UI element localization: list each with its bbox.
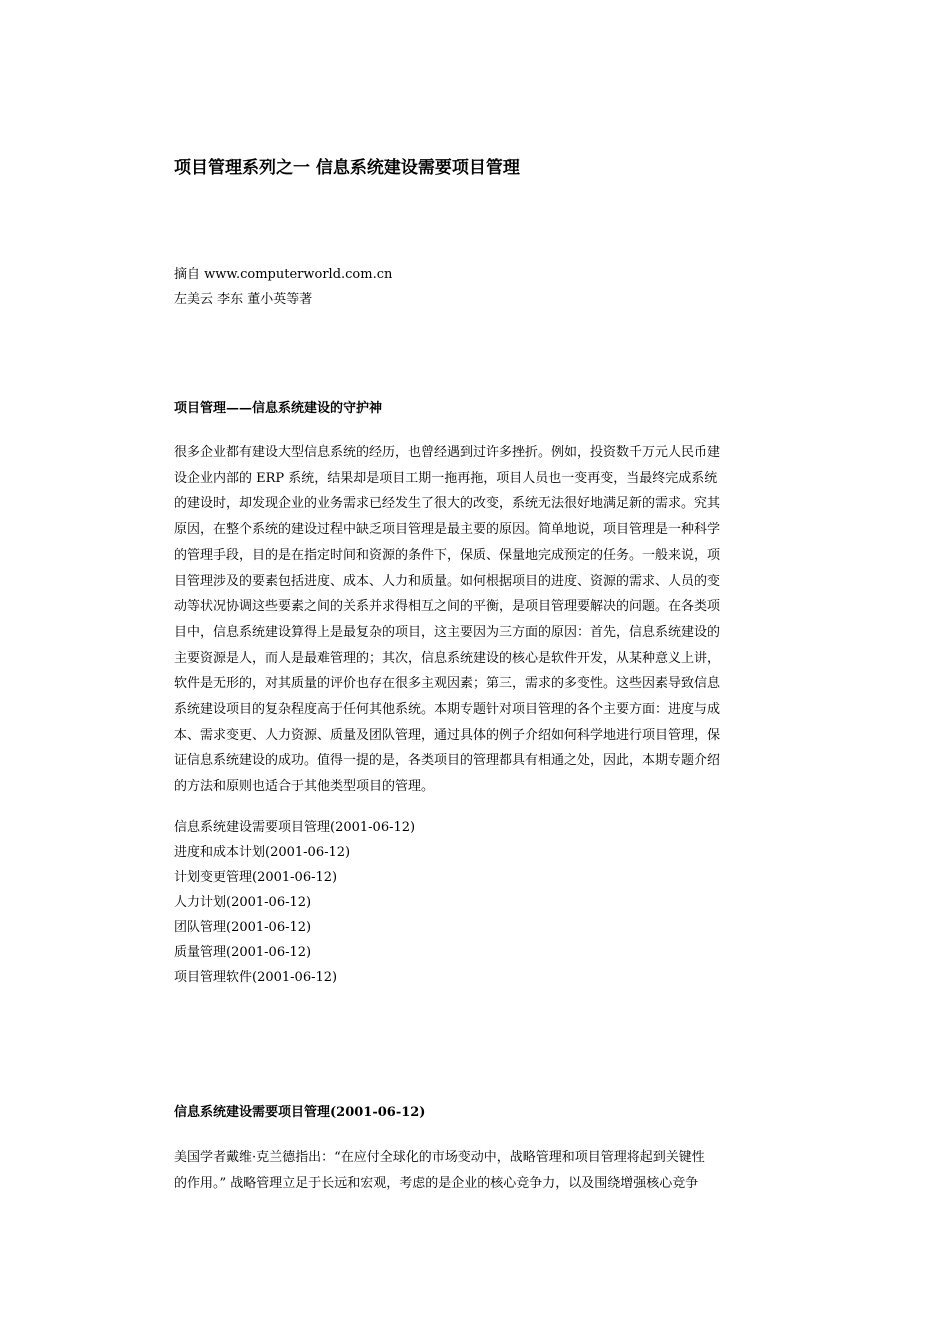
toc-item: 人力计划(2001-06-12)	[174, 895, 312, 910]
document-title: 项目管理系列之一 信息系统建设需要项目管理	[174, 158, 520, 178]
paragraph-line: 目中，信息系统建设算得上是最复杂的项目，这主要因为三方面的原因：首先，信息系统建设的	[174, 624, 721, 640]
paragraph-line: 原因，在整个系统的建设过程中缺乏项目管理是最主要的原因。简单地说，项目管理是一种科学	[174, 522, 721, 538]
paragraph-line: 很多企业都有建设大型信息系统的经历，也曾经遇到过许多挫折。例如，投资数千万元人民币建	[174, 445, 721, 460]
toc-item: 团队管理(2001-06-12)	[174, 920, 312, 935]
paragraph-line: 目管理涉及的要素包括进度、成本、人力和质量。如何根据项目的进度、资源的需求、人员的变	[174, 573, 721, 589]
body-paragraph	[174, 1145, 705, 1196]
paragraph-line: 本、需求变更、人力资源、质量及团队管理，通过具体的例子介绍如何科学地进行项目管理，保	[174, 727, 721, 743]
paragraph-line: 的管理手段，目的是在指定时间和资源的条件下，保质、保量地完成预定的任务。一般来说，项	[174, 547, 721, 563]
paragraph-line: 的方法和原则也适合于其他类型项目的管理。	[174, 779, 435, 795]
paragraph-line: 系统建设项目的复杂程度高于任何其他系统。本期专题针对项目管理的各个主要方面：进度与成	[174, 702, 721, 718]
paragraph-line: 的作用。” 战略管理立足于长远和宏观，考虑的是企业的核心竞争力，以及围绕增强核心竞争	[174, 1175, 699, 1191]
toc-item: 计划变更管理(2001-06-12)	[174, 870, 338, 885]
toc-item: 信息系统建设需要项目管理(2001-06-12)	[174, 820, 416, 835]
paragraph-line: 美国学者戴维·克兰德指出：“在应付全球化的市场变动中，战略管理和项目管理将起到关键性	[174, 1150, 705, 1165]
paragraph-line: 主要资源是人，而人是最难管理的；其次，信息系统建设的核心是软件开发，从某种意义上讲，	[174, 650, 721, 666]
paragraph-line: 证信息系统建设的成功。值得一提的是，各类项目的管理都具有相通之处，因此，本期专题介绍	[174, 753, 721, 769]
document-meta	[174, 262, 392, 312]
intro-paragraph	[174, 440, 720, 800]
section-heading: 信息系统建设需要项目管理(2001-06-12)	[174, 1105, 426, 1120]
paragraph-line: 软件是无形的，对其质量的评价也存在很多主观因素；第三，需求的多变性。这些因素导致信息	[174, 676, 721, 692]
toc-item: 项目管理软件(2001-06-12)	[174, 970, 338, 985]
section-heading: 项目管理——信息系统建设的守护神	[174, 401, 383, 416]
toc-item: 质量管理(2001-06-12)	[174, 945, 312, 960]
table-of-contents	[174, 815, 415, 990]
paragraph-line: 动等状况协调这些要素之间的关系并求得相互之间的平衡，是项目管理要解决的问题。在各类项	[174, 599, 721, 615]
source-line: 摘自 www.computerworld.com.cn	[174, 267, 393, 282]
paragraph-line: 设企业内部的 ERP 系统，结果却是项目工期一拖再拖，项目人员也一变再变，当最终完成系统	[174, 470, 718, 486]
authors-line: 左美云 李东 董小英等著	[174, 292, 313, 307]
paragraph-line: 的建设时，却发现企业的业务需求已经发生了很大的改变，系统无法很好地满足新的需求。究其	[174, 496, 721, 512]
toc-item: 进度和成本计划(2001-06-12)	[174, 845, 351, 860]
